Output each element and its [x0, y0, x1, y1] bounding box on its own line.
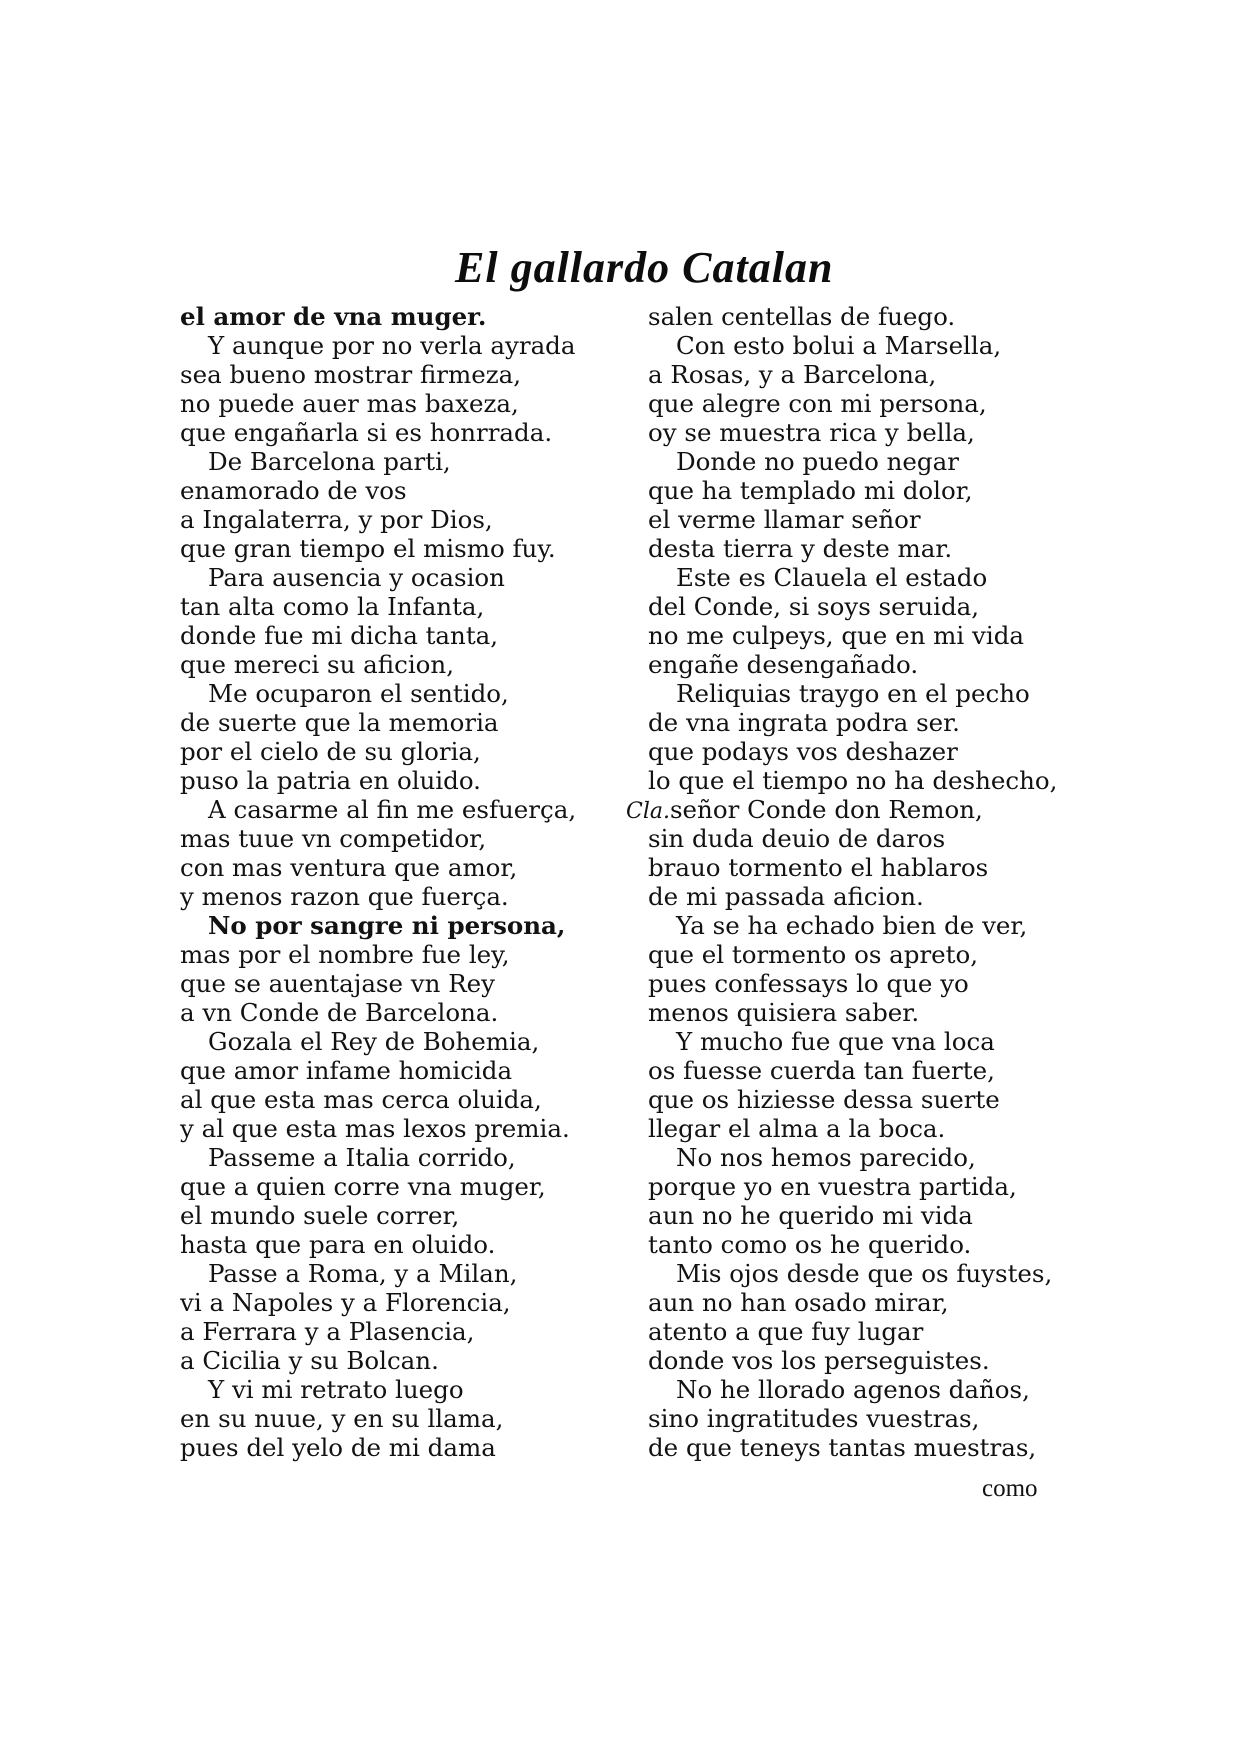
verse-line: [180, 1404, 610, 1433]
verse-text: salen centellas de fuego.: [648, 302, 956, 331]
verse-text: Este es Clauela el estado: [676, 563, 988, 592]
verse-text: pues confessays lo que yo: [648, 969, 969, 998]
verse-line: [648, 563, 1088, 592]
verse-line: [180, 737, 610, 766]
verse-text: que a quien corre vna muger,: [180, 1172, 546, 1201]
verse-text: de suerte que la memoria: [180, 708, 499, 737]
verse-text: pues del yelo de mi dama: [180, 1433, 496, 1462]
verse-line: [648, 476, 1088, 505]
verse-line: [648, 534, 1088, 563]
verse-line: [648, 1201, 1088, 1230]
verse-line: [648, 1259, 1088, 1288]
verse-text: de vna ingrata podra ser.: [648, 708, 960, 737]
verse-line: [180, 766, 610, 795]
verse-text: el mundo suele correr,: [180, 1201, 460, 1230]
verse-text: y menos razon que fuerça.: [180, 882, 509, 911]
verse-line: [180, 1317, 610, 1346]
verse-text: que el tormento os apreto,: [648, 940, 979, 969]
verse-text: No nos hemos parecido,: [676, 1143, 976, 1172]
verse-line: [648, 708, 1088, 737]
verse-text: a Ingalaterra, y por Dios,: [180, 505, 493, 534]
verse-text: tanto como os he querido.: [648, 1230, 972, 1259]
verse-line: [180, 534, 610, 563]
verse-line: [180, 476, 610, 505]
verse-text: Y vi mi retrato luego: [208, 1375, 464, 1404]
verse-line: [180, 1085, 610, 1114]
verse-line: [180, 1346, 610, 1375]
verse-line: [180, 621, 610, 650]
verse-line: [180, 853, 610, 882]
right-verse-column: [626, 302, 1088, 1462]
verse-line: [648, 824, 1088, 853]
verse-line: [180, 998, 610, 1027]
verse-text: que se auentajase vn Rey: [180, 969, 495, 998]
verse-text: de que teneys tantas muestras,: [648, 1433, 1037, 1462]
verse-line: [180, 447, 610, 476]
verse-line: [180, 302, 610, 331]
verse-line: [648, 1375, 1088, 1404]
verse-line: [648, 737, 1088, 766]
verse-text: en su nuue, y en su llama,: [180, 1404, 504, 1433]
verse-line: [648, 621, 1088, 650]
verse-line: [180, 708, 610, 737]
verse-line: [180, 1027, 610, 1056]
verse-line: [626, 795, 1088, 824]
verse-text: Reliquias traygo en el pecho: [676, 679, 1030, 708]
verse-text: porque yo en vuestra partida,: [648, 1172, 1017, 1201]
verse-line: [648, 1114, 1088, 1143]
verse-line: [180, 1114, 610, 1143]
verse-line: [648, 882, 1088, 911]
verse-text: no me culpeys, que en mi vida: [648, 621, 1024, 650]
verse-text: Ya se ha echado bien de ver,: [676, 911, 1028, 940]
verse-text: no puede auer mas baxeza,: [180, 389, 519, 418]
verse-text: puso la patria en oluido.: [180, 766, 481, 795]
verse-text: enamorado de vos: [180, 476, 407, 505]
verse-text: que ha templado mi dolor,: [648, 476, 973, 505]
verse-line: [648, 911, 1088, 940]
verse-line: [648, 360, 1088, 389]
verse-line: [648, 1085, 1088, 1114]
verse-line: [648, 1346, 1088, 1375]
verse-text: Mis ojos desde que os fuystes,: [676, 1259, 1053, 1288]
verse-text: a vn Conde de Barcelona.: [180, 998, 499, 1027]
verse-line: [648, 1027, 1088, 1056]
left-verse-column: [180, 302, 610, 1462]
verse-text: que os hiziesse dessa suerte: [648, 1085, 1000, 1114]
verse-line: [648, 650, 1088, 679]
running-head: El gallardo Catalan: [455, 243, 834, 292]
verse-line: [180, 795, 610, 824]
verse-text: Para ausencia y ocasion: [208, 563, 505, 592]
verse-line: [180, 505, 610, 534]
verse-text: que alegre con mi persona,: [648, 389, 987, 418]
verse-line: [648, 389, 1088, 418]
verse-text: a Cicilia y su Bolcan.: [180, 1346, 439, 1375]
verse-text: el amor de vna muger.: [180, 302, 487, 331]
verse-line: [648, 1404, 1088, 1433]
verse-text: atento a que fuy lugar: [648, 1317, 924, 1346]
verse-text: por el cielo de su gloria,: [180, 737, 481, 766]
verse-text: de mi passada aficion.: [648, 882, 924, 911]
verse-text: a Ferrara y a Plasencia,: [180, 1317, 475, 1346]
verse-text: mas tuue vn competidor,: [180, 824, 487, 853]
verse-text: que gran tiempo el mismo fuy.: [180, 534, 556, 563]
verse-text: A casarme al fin me esfuerça,: [208, 795, 577, 824]
verse-line: [648, 331, 1088, 360]
verse-text: lo que el tiempo no ha deshecho,: [648, 766, 1058, 795]
verse-line: [180, 1143, 610, 1172]
verse-line: [648, 1172, 1088, 1201]
verse-line: [180, 1288, 610, 1317]
verse-text: oy se muestra rica y bella,: [648, 418, 975, 447]
verse-line: [180, 360, 610, 389]
verse-text: brauo tormento el hablaros: [648, 853, 989, 882]
verse-text: sin duda deuio de daros: [648, 824, 946, 853]
verse-line: [180, 1259, 610, 1288]
verse-line: [180, 650, 610, 679]
verse-text: donde fue mi dicha tanta,: [180, 621, 499, 650]
verse-text: aun no he querido mi vida: [648, 1201, 973, 1230]
verse-line: [648, 418, 1088, 447]
verse-line: [180, 1375, 610, 1404]
speaker-label: Cla.: [626, 799, 670, 824]
verse-line: [180, 1201, 610, 1230]
verse-line: [180, 1172, 610, 1201]
verse-text: del Conde, si soys seruida,: [648, 592, 980, 621]
verse-line: [180, 592, 610, 621]
verse-line: [180, 389, 610, 418]
verse-line: [648, 1056, 1088, 1085]
verse-line: [180, 563, 610, 592]
verse-line: [648, 969, 1088, 998]
verse-text: al que esta mas cerca oluida,: [180, 1085, 542, 1114]
verse-line: [648, 766, 1088, 795]
verse-line: [648, 1433, 1088, 1462]
verse-text: Donde no puedo negar: [676, 447, 959, 476]
verse-line: [648, 447, 1088, 476]
verse-line: [648, 1230, 1088, 1259]
verse-text: Me ocuparon el sentido,: [208, 679, 509, 708]
verse-text: menos quisiera saber.: [648, 998, 920, 1027]
verse-text: vi a Napoles y a Florencia,: [180, 1288, 511, 1317]
verse-line: [180, 1433, 610, 1462]
verse-text: Passe a Roma, y a Milan,: [208, 1259, 518, 1288]
verse-text: hasta que para en oluido.: [180, 1230, 496, 1259]
verse-text: Passeme a Italia corrido,: [208, 1143, 516, 1172]
verse-line: [648, 853, 1088, 882]
verse-text: con mas ventura que amor,: [180, 853, 518, 882]
verse-text: Y aunque por no verla ayrada: [208, 331, 576, 360]
verse-text: donde vos los perseguistes.: [648, 1346, 990, 1375]
verse-line: [648, 1288, 1088, 1317]
verse-line: [180, 418, 610, 447]
verse-text: De Barcelona parti,: [208, 447, 451, 476]
verse-line: [648, 940, 1088, 969]
catchword: como: [982, 1475, 1038, 1502]
verse-text: que amor infame homicida: [180, 1056, 513, 1085]
verse-text: y al que esta mas lexos premia.: [180, 1114, 570, 1143]
verse-line: [648, 679, 1088, 708]
verse-line: [180, 331, 610, 360]
verse-line: [180, 911, 610, 940]
verse-text: señor Conde don Remon,: [669, 795, 983, 824]
verse-line: [180, 1056, 610, 1085]
verse-text: os fuesse cuerda tan fuerte,: [648, 1056, 995, 1085]
verse-line: [180, 969, 610, 998]
verse-text: Con esto bolui a Marsella,: [676, 331, 1002, 360]
verse-text: No he llorado agenos daños,: [676, 1375, 1030, 1404]
verse-text: que mereci su aficion,: [180, 650, 454, 679]
verse-text: a Rosas, y a Barcelona,: [648, 360, 937, 389]
verse-line: [648, 505, 1088, 534]
verse-text: engañe desengañado.: [648, 650, 919, 679]
verse-text: que engañarla si es honrrada.: [180, 418, 553, 447]
verse-text: mas por el nombre fue ley,: [180, 940, 510, 969]
verse-line: [180, 882, 610, 911]
verse-text: aun no han osado mirar,: [648, 1288, 949, 1317]
verse-line: [648, 998, 1088, 1027]
verse-line: [180, 1230, 610, 1259]
verse-text: que podays vos deshazer: [648, 737, 958, 766]
verse-line: [648, 1143, 1088, 1172]
verse-line: [180, 679, 610, 708]
verse-text: sea bueno mostrar firmeza,: [180, 360, 522, 389]
verse-line: [648, 592, 1088, 621]
verse-text: Y mucho fue que vna loca: [676, 1027, 995, 1056]
verse-text: el verme llamar señor: [648, 505, 921, 534]
verse-line: [180, 940, 610, 969]
verse-line: [648, 302, 1088, 331]
verse-line: [180, 824, 610, 853]
verse-text: No por sangre ni persona,: [208, 911, 566, 940]
verse-text: tan alta como la Infanta,: [180, 592, 485, 621]
verse-text: llegar el alma a la boca.: [648, 1114, 946, 1143]
verse-text: desta tierra y deste mar.: [648, 534, 953, 563]
verse-text: sino ingratitudes vuestras,: [648, 1404, 980, 1433]
verse-line: [648, 1317, 1088, 1346]
verse-text: Gozala el Rey de Bohemia,: [208, 1027, 540, 1056]
